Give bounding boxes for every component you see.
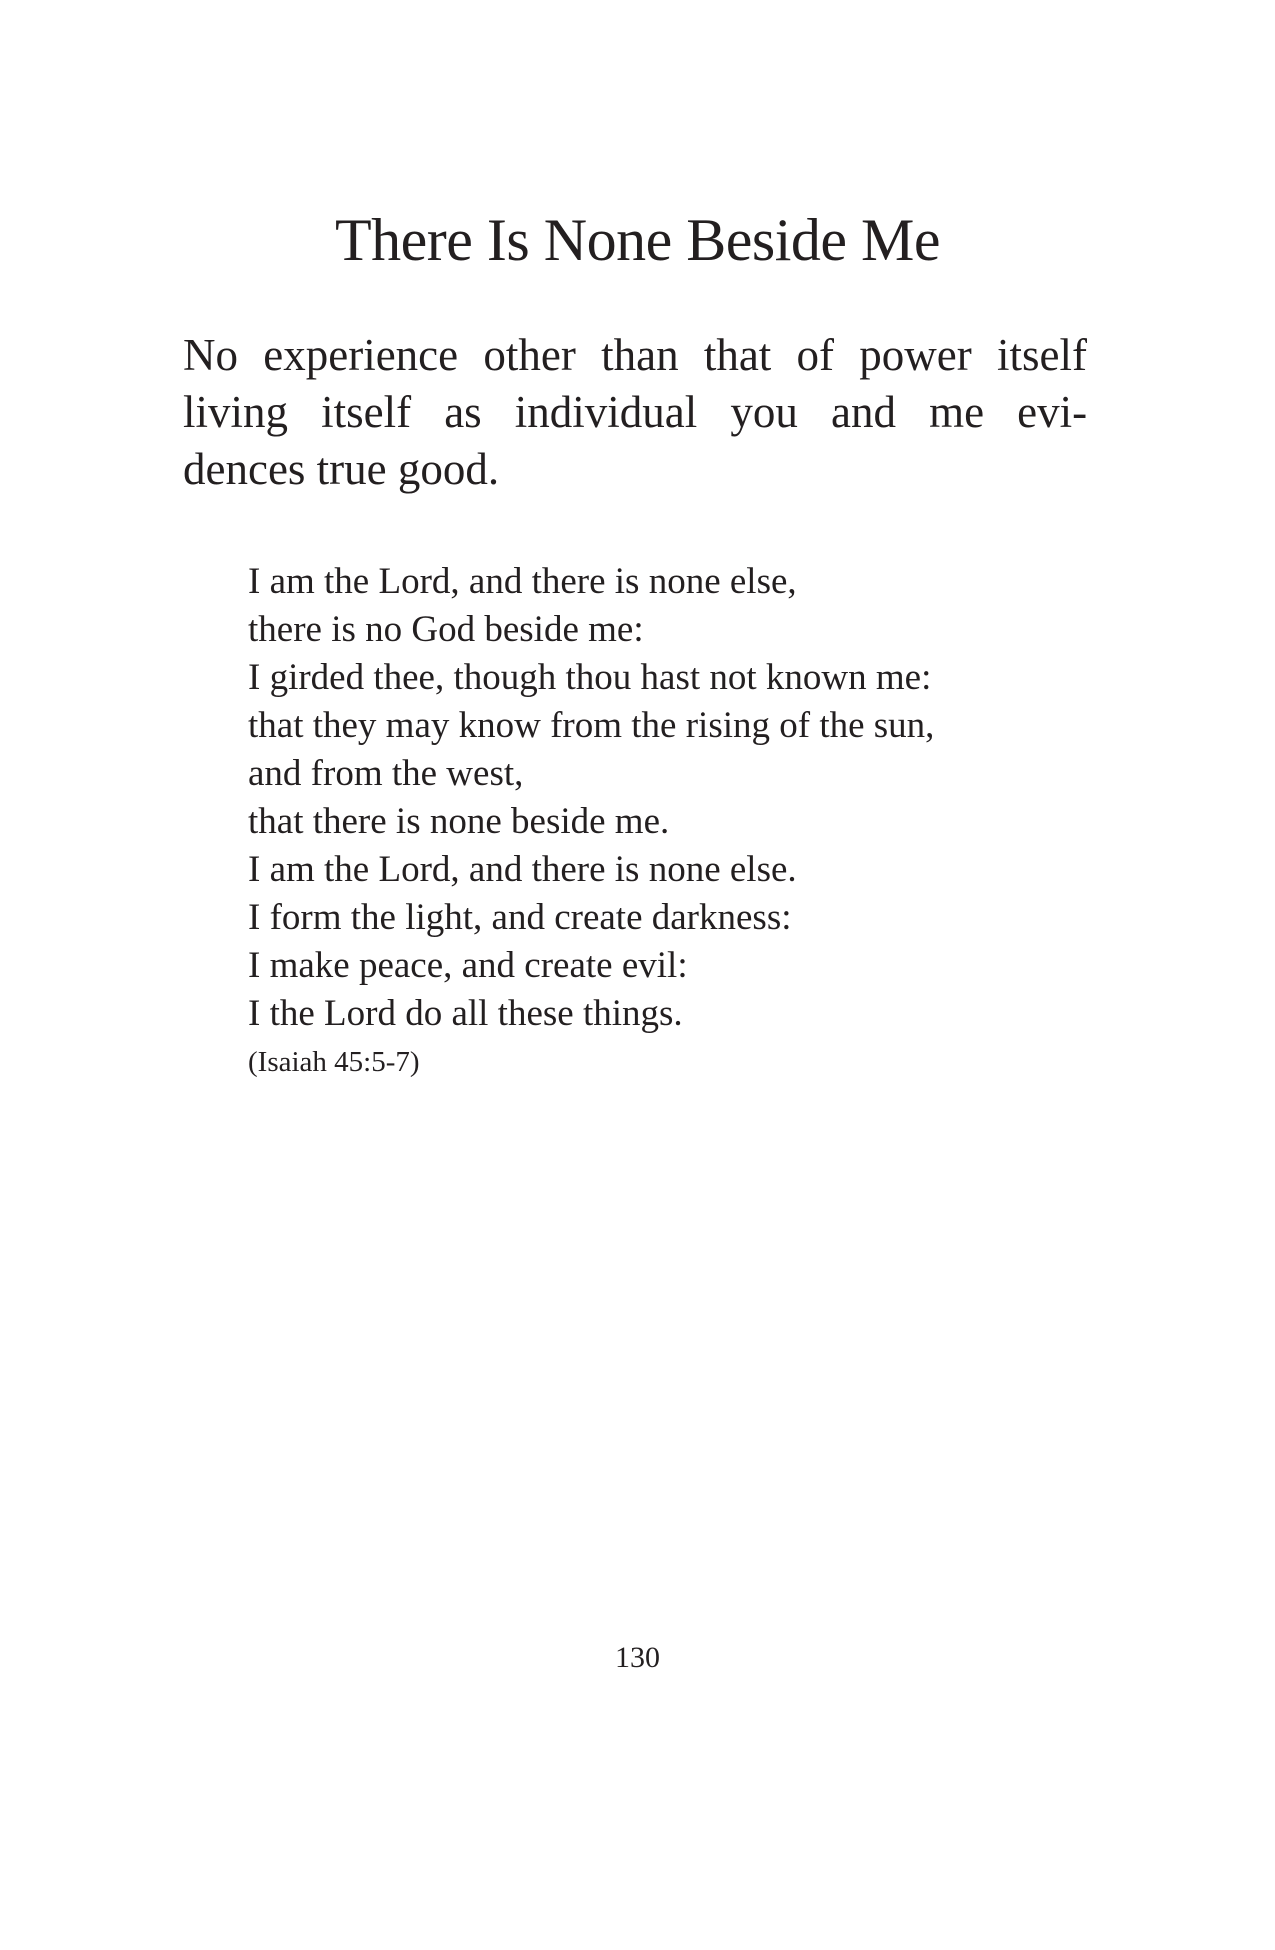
verse-line: there is no God beside me: [248, 609, 644, 650]
intro-line: dences true good. [183, 444, 500, 494]
verse-line: that there is none beside me. [248, 801, 670, 842]
verse-line: that they may know from the rising of the sun, [248, 705, 935, 746]
verse-line: I girded thee, though thou hast not known me: [248, 657, 932, 698]
intro-line: living itself as individual you and me evi- [183, 387, 1088, 437]
scripture-quote [248, 558, 1128, 1038]
verse-line: and from the west, [248, 753, 524, 794]
verse-line: I am the Lord, and there is none else. [248, 849, 797, 890]
verse-line: I the Lord do all these things. [248, 993, 683, 1034]
page-number: 130 [615, 1641, 660, 1674]
intro-line: No experience other than that of power itself [183, 330, 1087, 380]
page-title: There Is None Beside Me [335, 207, 940, 273]
scripture-citation: (Isaiah 45:5-7) [248, 1046, 420, 1078]
verse-line: I make peace, and create evil: [248, 945, 688, 986]
verse-line: I form the light, and create darkness: [248, 897, 792, 938]
intro-paragraph [183, 327, 1087, 498]
verse-line: I am the Lord, and there is none else, [248, 561, 797, 602]
